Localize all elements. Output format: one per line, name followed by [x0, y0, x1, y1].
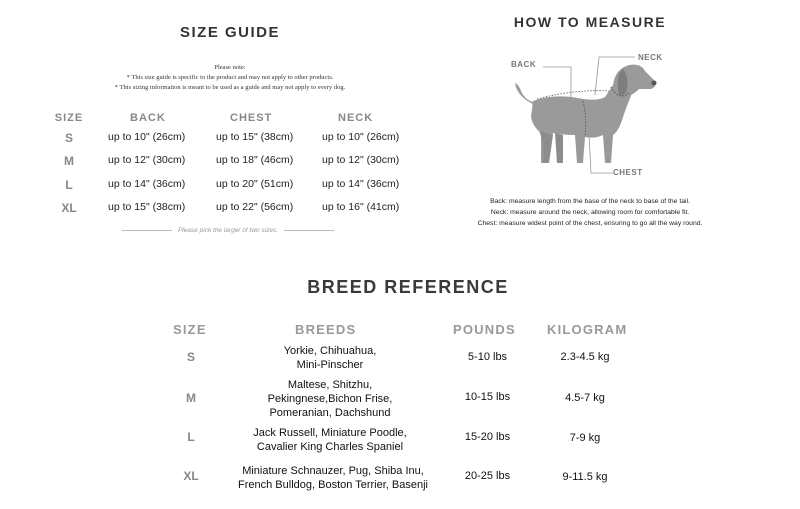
- header-chest: CHEST: [230, 112, 273, 124]
- breeds-cell: [230, 378, 430, 420]
- header-size: SIZE: [173, 322, 207, 337]
- size-cell: S: [64, 131, 73, 145]
- header-pounds: POUNDS: [453, 322, 516, 337]
- breed-reference-title: BREED REFERENCE: [307, 277, 509, 297]
- how-to-measure-title: HOW TO MEASURE: [513, 14, 667, 30]
- chest-cell: up to 15" (38cm): [216, 131, 294, 143]
- breeds-line: Pomeranian, Dachshund: [269, 407, 391, 419]
- breeds-line: Pekingnese,Bichon Frise,: [267, 393, 393, 405]
- kilogram-cell: 4.5-7 kg: [565, 392, 605, 404]
- neck-description: Neck: measure around the neck, allowing room for comfortable fit.: [490, 209, 690, 216]
- table-row: [50, 178, 450, 198]
- size-guide-notes: [60, 63, 400, 93]
- neck-cell: up to 14" (36cm): [322, 178, 400, 190]
- note-line: * This size guide is specific to the product and may not apply to other products.: [126, 74, 334, 81]
- divider: [122, 230, 172, 231]
- pounds-cell: 20-25 lbs: [464, 470, 511, 482]
- pick-note-text: Please pick the larger of two sizes.: [177, 226, 279, 234]
- breeds-cell: [230, 426, 430, 454]
- pounds-cell: 10-15 lbs: [464, 391, 511, 403]
- kilogram-cell: 9-11.5 kg: [562, 471, 608, 483]
- header-kilogram: KILOGRAM: [547, 322, 628, 337]
- back-cell: up to 12" (30cm): [108, 154, 186, 166]
- header-breeds: BREEDS: [295, 322, 357, 337]
- chest-cell: up to 20" (51cm): [216, 178, 294, 190]
- back-label: BACK: [511, 60, 537, 69]
- breeds-line: Yorkie, Chihuahua,: [283, 345, 377, 357]
- table-row: [50, 131, 450, 151]
- size-cell: L: [187, 430, 195, 444]
- neck-cell: up to 10" (26cm): [322, 131, 400, 143]
- pounds-cell: 5-10 lbs: [467, 351, 508, 363]
- pick-larger-note: [122, 224, 334, 236]
- size-cell: L: [65, 178, 73, 192]
- breeds-line: Jack Russell, Miniature Poodle,: [253, 427, 407, 439]
- breeds-cell: [230, 344, 430, 372]
- breeds-line: Cavalier King Charles Spaniel: [256, 441, 404, 453]
- note-heading: Please note:: [214, 64, 246, 71]
- dog-measure-illustration: [495, 35, 695, 195]
- size-table-header: [50, 112, 450, 132]
- chest-label: CHEST: [613, 168, 643, 177]
- size-cell: XL: [61, 201, 77, 215]
- note-line: * This sizing information is meant to be used as a guide and may not apply to every dog.: [114, 84, 346, 91]
- size-guide-title: SIZE GUIDE: [179, 24, 280, 41]
- chest-cell: up to 18" (46cm): [216, 154, 294, 166]
- back-cell: up to 15" (38cm): [108, 201, 186, 213]
- table-row: [50, 154, 450, 174]
- back-description: Back: measure length from the base of the neck to base of the tail.: [490, 198, 690, 205]
- size-cell: XL: [183, 469, 199, 483]
- breeds-line: Maltese, Shitzhu,: [287, 379, 373, 391]
- back-cell: up to 14" (36cm): [108, 178, 186, 190]
- size-cell: M: [186, 391, 196, 405]
- measure-descriptions: [470, 196, 710, 229]
- pounds-cell: 15-20 lbs: [464, 431, 511, 443]
- neck-label: NECK: [638, 53, 663, 62]
- size-table: [50, 112, 400, 222]
- dog-silhouette-icon: [495, 35, 695, 195]
- divider: [284, 230, 334, 231]
- kilogram-cell: 2.3-4.5 kg: [560, 351, 610, 363]
- neck-cell: up to 12" (30cm): [322, 154, 400, 166]
- breeds-line: Mini-Pinscher: [296, 359, 364, 371]
- header-back: BACK: [130, 112, 166, 124]
- breed-table: [165, 316, 645, 501]
- chest-cell: up to 22" (56cm): [216, 201, 294, 213]
- breeds-cell: [223, 464, 443, 492]
- size-cell: M: [64, 154, 74, 168]
- breeds-line: French Bulldog, Boston Terrier, Basenji: [238, 479, 428, 491]
- header-neck: NECK: [338, 112, 374, 124]
- kilogram-cell: 7-9 kg: [569, 432, 601, 444]
- neck-cell: up to 16" (41cm): [322, 201, 400, 213]
- size-cell: S: [186, 350, 195, 364]
- chest-description: Chest: measure widest point of the chest, ensuring to go all the way round.: [477, 220, 703, 227]
- breeds-line: Miniature Schnauzer, Pug, Shiba Inu,: [242, 465, 424, 477]
- table-row: [50, 201, 450, 221]
- back-cell: up to 10" (26cm): [108, 131, 186, 143]
- header-size: SIZE: [54, 112, 84, 124]
